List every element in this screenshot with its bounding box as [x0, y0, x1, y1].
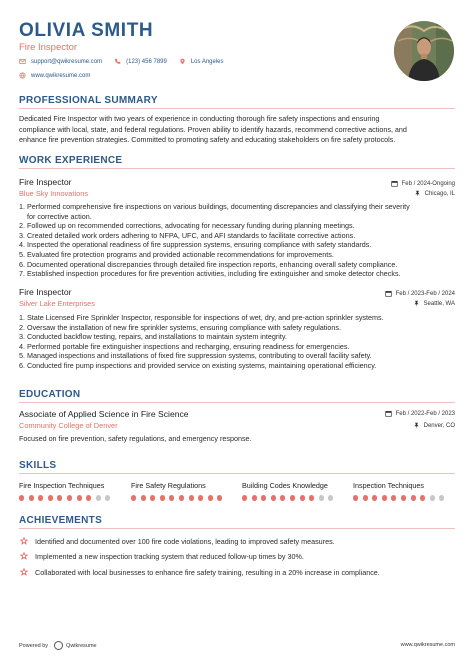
- skill-dot-filled: [401, 495, 406, 501]
- skill-dot-filled: [198, 495, 203, 501]
- skill-dot-filled: [280, 495, 285, 501]
- skill-dot-filled: [420, 495, 425, 501]
- experience-heading: WORK EXPERIENCE: [19, 155, 123, 166]
- section-divider: [19, 168, 455, 169]
- skill-dot-filled: [19, 495, 24, 501]
- skill-dot-filled: [382, 495, 387, 501]
- job-title: Fire Inspector: [19, 287, 72, 297]
- skill-dot-empty: [319, 495, 324, 501]
- summary-line: compliance with local, state, and federal regulations. Proven ability to identify hazards, recommend corrective actions, and: [19, 124, 407, 134]
- skill-name: Fire Inspection Techniques: [19, 481, 105, 490]
- skill-dot-filled: [309, 495, 314, 501]
- job-bullets: [19, 202, 459, 279]
- section-divider: [19, 108, 455, 109]
- footer-branding: [19, 641, 97, 650]
- section-divider: [19, 528, 455, 529]
- skill-dot-filled: [150, 495, 155, 501]
- skill-name: Building Codes Knowledge: [242, 481, 328, 490]
- skill-name: Fire Safety Regulations: [131, 481, 206, 490]
- star-badge-icon: [19, 551, 29, 561]
- skill-dot-filled: [300, 495, 305, 501]
- pin-icon: [413, 300, 420, 307]
- contact-row: [19, 58, 224, 65]
- skill-dot-filled: [38, 495, 43, 501]
- skill-rating: [242, 495, 338, 501]
- achievement-item: [19, 551, 304, 561]
- skill-dot-filled: [208, 495, 213, 501]
- degree-title: Associate of Applied Science in Fire Science: [19, 409, 189, 419]
- summary-text: [19, 114, 456, 146]
- skill-dot-empty: [96, 495, 101, 501]
- job-bullet: 5. Managed inspections and installations of fixed fire suppression systems, contributing to overall facility safety.: [19, 351, 372, 361]
- email-icon: [19, 58, 26, 65]
- calendar-icon: [391, 180, 398, 187]
- job-bullet: for corrective action.: [27, 211, 92, 221]
- achievement-item: [19, 536, 335, 546]
- skill-dot-filled: [77, 495, 82, 501]
- job-bullet: 4. Inspected the operational readiness of fire suppression systems, ensuring compliance with safety standards.: [19, 240, 372, 250]
- skill-dot-filled: [391, 495, 396, 501]
- skill-dot-empty: [105, 495, 110, 501]
- skill-item: [242, 481, 338, 501]
- skill-dot-filled: [363, 495, 368, 501]
- skill-dot-filled: [169, 495, 174, 501]
- website-link[interactable]: www.qwikresume.com: [31, 72, 91, 79]
- skill-dot-filled: [242, 495, 247, 501]
- skill-name: Inspection Techniques: [353, 481, 424, 490]
- skill-dot-filled: [261, 495, 266, 501]
- school-name: Community College of Denver: [19, 421, 118, 430]
- job-bullet: 6. Documented operational discrepancies through detailed fire inspection reports, enhancing overall safety compliance.: [19, 259, 398, 269]
- star-badge-icon: [19, 567, 29, 577]
- skill-dot-filled: [411, 495, 416, 501]
- job-dates-text: Feb / 2023-Feb / 2024: [395, 290, 455, 297]
- pin-icon: [414, 190, 421, 197]
- achievement-text: Collaborated with local businesses to enhance fire safety training, resulting in a 20% increase in compliance.: [35, 567, 380, 577]
- skill-rating: [353, 495, 449, 501]
- section-divider: [19, 473, 455, 474]
- job-bullet: 3. Conducted backflow testing, repairs, and installations to maintain system integrity.: [19, 332, 287, 342]
- summary-line: Dedicated Fire Inspector with two years of experience in conducting thorough fire safety inspections and ensuring: [19, 114, 380, 123]
- job-location: [413, 300, 455, 307]
- location-text: Los Angeles: [190, 58, 224, 65]
- achievements-heading: ACHIEVEMENTS: [19, 515, 103, 526]
- skill-rating: [131, 495, 227, 501]
- skill-dot-filled: [290, 495, 295, 501]
- brand-name[interactable]: Qwikresume: [66, 642, 97, 649]
- skill-dot-filled: [86, 495, 91, 501]
- pin-icon: [413, 422, 420, 429]
- footer-site-link[interactable]: www.qwikresume.com: [400, 642, 455, 648]
- education-location: [413, 422, 455, 429]
- skill-item: [353, 481, 449, 501]
- job-dates: [391, 180, 455, 187]
- education-dates: [385, 410, 455, 417]
- education-dates-text: Feb / 2022-Feb / 2023: [395, 410, 455, 417]
- job-company: Blue Sky Innovations: [19, 189, 89, 198]
- education-heading: EDUCATION: [19, 389, 81, 400]
- achievement-text: Implemented a new inspection tracking system that reduced follow-up times by 30%.: [35, 551, 304, 561]
- location-pin-icon: [179, 58, 186, 65]
- powered-by-text: Powered by: [19, 642, 49, 649]
- job-location-text: Chicago, IL: [424, 190, 455, 197]
- job-location: [414, 190, 455, 197]
- skill-dot-filled: [372, 495, 377, 501]
- skill-item: [131, 481, 227, 501]
- candidate-role: Fire Inspector: [19, 42, 78, 53]
- summary-line: enhance fire prevention strategies. Committed to promoting safety and educating stakeholders on fire safety protocols.: [19, 135, 396, 145]
- education-location-text: Denver, CO: [423, 422, 455, 429]
- skill-dot-filled: [179, 495, 184, 501]
- job-bullet: 1. Performed comprehensive fire inspections on various buildings, documenting discrepancies and classifying their severity: [19, 202, 410, 211]
- candidate-name: OLIVIA SMITH: [19, 20, 154, 41]
- job-location-text: Seattle, WA: [423, 300, 455, 307]
- skill-dot-filled: [217, 495, 222, 501]
- skill-dot-filled: [67, 495, 72, 501]
- skills-heading: SKILLS: [19, 460, 57, 471]
- skill-dot-filled: [353, 495, 358, 501]
- skill-dot-empty: [328, 495, 333, 501]
- website-row: [19, 72, 90, 79]
- skill-dot-empty: [430, 495, 435, 501]
- job-bullet: 2. Followed up on recommended corrections, advocating for necessary funding during planning meetings.: [19, 221, 355, 231]
- achievement-item: [19, 567, 380, 577]
- phone-icon: [114, 58, 121, 65]
- calendar-icon: [385, 290, 392, 297]
- skill-dot-empty: [439, 495, 444, 501]
- phone-text: (123) 456 7899: [126, 58, 167, 65]
- job-title: Fire Inspector: [19, 177, 72, 187]
- skill-dot-filled: [131, 495, 136, 501]
- skill-dot-filled: [252, 495, 257, 501]
- skill-dot-filled: [160, 495, 165, 501]
- globe-icon: [19, 72, 26, 79]
- calendar-icon: [385, 410, 392, 417]
- skill-dot-filled: [141, 495, 146, 501]
- skill-rating: [19, 495, 115, 501]
- skill-dot-filled: [189, 495, 194, 501]
- achievement-text: Identified and documented over 100 fire code violations, leading to improved safety measures.: [35, 536, 335, 546]
- job-bullet: 1. State Licensed Fire Sprinkler Inspector, responsible for inspections of wet, dry, and pre-action sprinkler systems.: [19, 313, 384, 322]
- job-dates: [385, 290, 455, 297]
- skill-dot-filled: [29, 495, 34, 501]
- section-divider: [19, 402, 455, 403]
- job-dates-text: Feb / 2024-Ongoing: [401, 180, 455, 187]
- education-note: Focused on fire prevention, safety regulations, and emergency response.: [19, 434, 252, 443]
- email-link[interactable]: support@qwikresume.com: [31, 58, 103, 65]
- job-bullet: 3. Created detailed work orders adhering to NFPA, UFC, and AFI standards to facilitate corrective actions.: [19, 230, 356, 240]
- skill-dot-filled: [57, 495, 62, 501]
- job-bullet: 4. Performed portable fire extinguisher inspections and recharging, ensuring readiness for emergencies.: [19, 341, 350, 351]
- job-bullet: 7. Established inspection procedures for fire prevention activities, including fire extinguisher and smoke detector checks.: [19, 269, 401, 279]
- profile-photo: [394, 21, 454, 81]
- qwikresume-logo-icon: [54, 641, 63, 650]
- job-bullet: 6. Conducted fire pump inspections and provided service on existing systems, maintaining operational efficiency.: [19, 360, 377, 370]
- star-badge-icon: [19, 536, 29, 546]
- summary-heading: PROFESSIONAL SUMMARY: [19, 95, 158, 106]
- skill-dot-filled: [48, 495, 53, 501]
- job-company: Silver Lake Enterprises: [19, 299, 95, 308]
- skill-item: [19, 481, 115, 501]
- job-bullet: 2. Oversaw the installation of new fire sprinkler systems, ensuring compliance with safety regulations.: [19, 322, 341, 332]
- job-bullet: 5. Evaluated fire protection programs and provided actionable recommendations for improvements.: [19, 249, 334, 259]
- job-bullets: [19, 313, 459, 371]
- skill-dot-filled: [271, 495, 276, 501]
